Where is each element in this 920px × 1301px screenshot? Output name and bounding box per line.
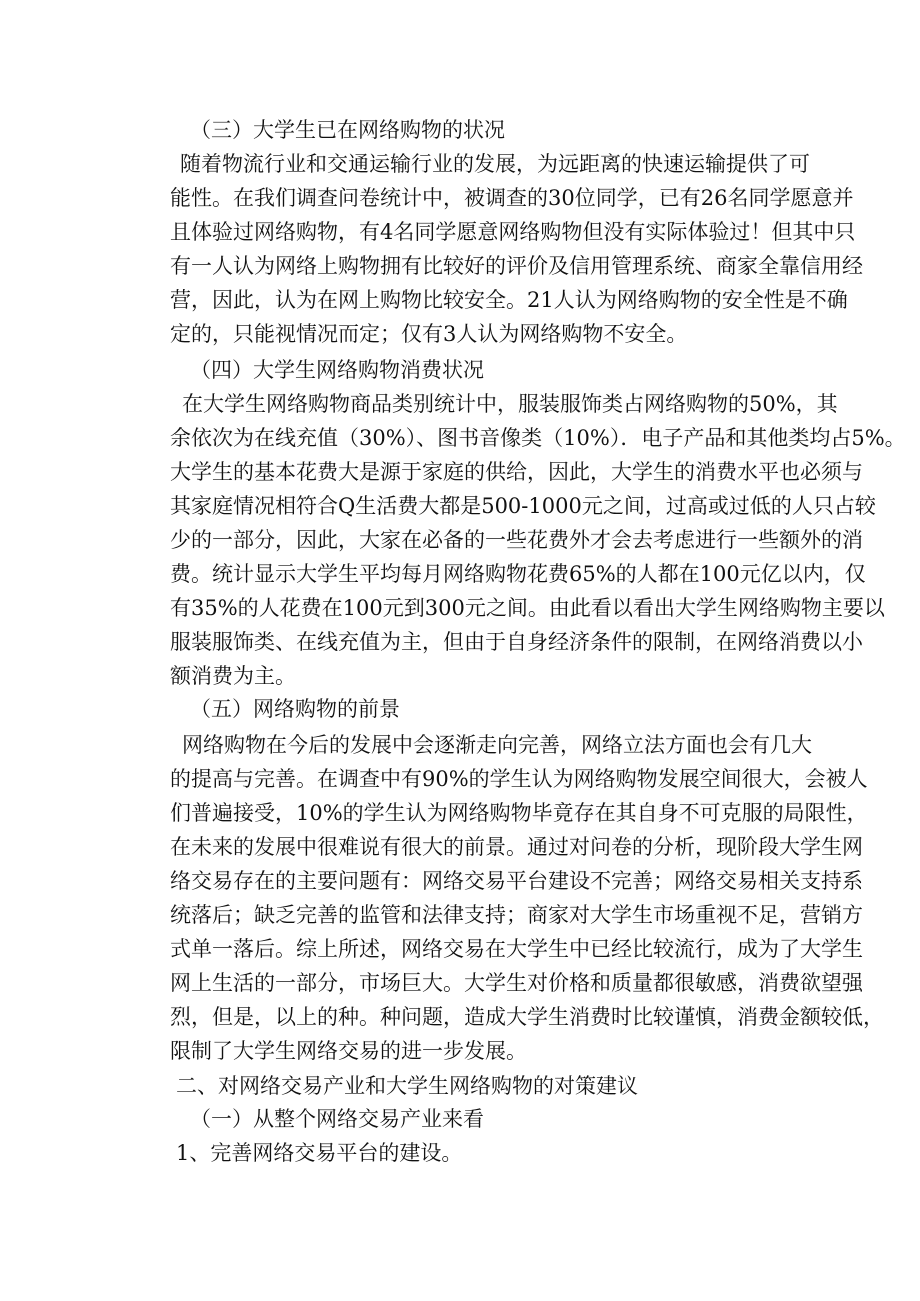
section-3-line-1: 随着物流行业和交通运输行业的发展，为远距离的快速运输提供了可 <box>180 152 810 176</box>
section-4-heading: （四）大学生网络购物消费状况 <box>190 358 484 382</box>
part-2-item-1: 1、完善网络交易平台的建设。 <box>176 1141 463 1165</box>
section-5-line-6: 统落后；缺乏完善的监管和法律支持；商家对大学生市场重视不足，营销方 <box>170 903 863 927</box>
section-5-line-10: 限制了大学生网络交易的进一步发展。 <box>170 1039 527 1063</box>
section-5-line-2: 的提高与完善。在调查中有90%的学生认为网络购物发展空间很大，会被人 <box>170 767 868 791</box>
section-5-line-9: 烈，但是，以上的种。种问题，造成大学生消费时比较谨慎，消费金额较低， <box>170 1005 884 1029</box>
section-4-line-4: 其家庭情况相符合Q生活费大都是500-1000元之间，过高或过低的人只占较 <box>170 494 876 518</box>
section-4-line-8: 服装服饰类、在线充值为主，但由于自身经济条件的限制，在网络消费以小 <box>170 630 863 654</box>
section-5-line-3: 们普遍接受，10%的学生认为网络购物毕竟存在其自身不可克服的局限性， <box>170 801 868 825</box>
section-5-heading: （五）网络购物的前景 <box>190 697 400 721</box>
section-3-line-4: 有一人认为网络上购物拥有比较好的评价及信用管理系统、商家全靠信用经 <box>170 254 863 278</box>
section-3-line-3: 且体验过网络购物，有4名同学愿意网络购物但没有实际体验过！但其中只 <box>170 220 856 244</box>
section-5-line-7: 式单一落后。综上所述，网络交易在大学生中已经比较流行，成为了大学生 <box>170 937 863 961</box>
section-4-line-1: 在大学生网络购物商品类别统计中，服装服饰类占网络购物的50%，其 <box>182 392 838 416</box>
part-2-heading: 二、对网络交易产业和大学生网络购物的对策建议 <box>176 1074 638 1098</box>
section-5-line-1: 网络购物在今后的发展中会逐渐走向完善，网络立法方面也会有几大 <box>182 733 812 757</box>
section-4-line-6: 费。统计显示大学生平均每月网络购物花费65%的人都在100元亿以内，仅 <box>170 562 866 586</box>
section-5-line-8: 网上生活的一部分，市场巨大。大学生对价格和质量都很敏感，消费欲望强 <box>170 971 863 995</box>
section-4-line-7: 有35%的人花费在100元到300元之间。由此看以看出大学生网络购物主要以 <box>170 596 885 620</box>
part-2-subheading: （一）从整个网络交易产业来看 <box>190 1107 484 1131</box>
section-3-line-2: 能性。在我们调查问卷统计中，被调查的30位同学，已有26名同学愿意并 <box>170 186 854 210</box>
section-5-line-4: 在未来的发展中很难说有很大的前景。通过对问卷的分析，现阶段大学生网 <box>170 835 863 859</box>
section-3-line-5: 营，因此，认为在网上购物比较安全。21人认为网络购物的安全性是不确 <box>170 288 848 312</box>
section-4-line-3: 大学生的基本花费大是源于家庭的供给，因此，大学生的消费水平也必须与 <box>170 460 863 484</box>
section-4-line-5: 少的一部分，因此，大家在必备的一些花费外才会去考虑进行一些额外的消 <box>170 528 863 552</box>
section-4-line-9: 额消费为主。 <box>170 664 296 688</box>
section-5-line-5: 络交易存在的主要问题有：网络交易平台建设不完善；网络交易相关支持系 <box>170 869 863 893</box>
section-3-heading: （三）大学生已在网络购物的状况 <box>190 118 505 142</box>
section-4-line-2: 余依次为在线充值（30%）、图书音像类（10%）．电子产品和其他类均占5%。 <box>170 426 906 450</box>
section-3-line-6: 定的，只能视情况而定；仅有3人认为网络购物不安全。 <box>170 322 688 346</box>
